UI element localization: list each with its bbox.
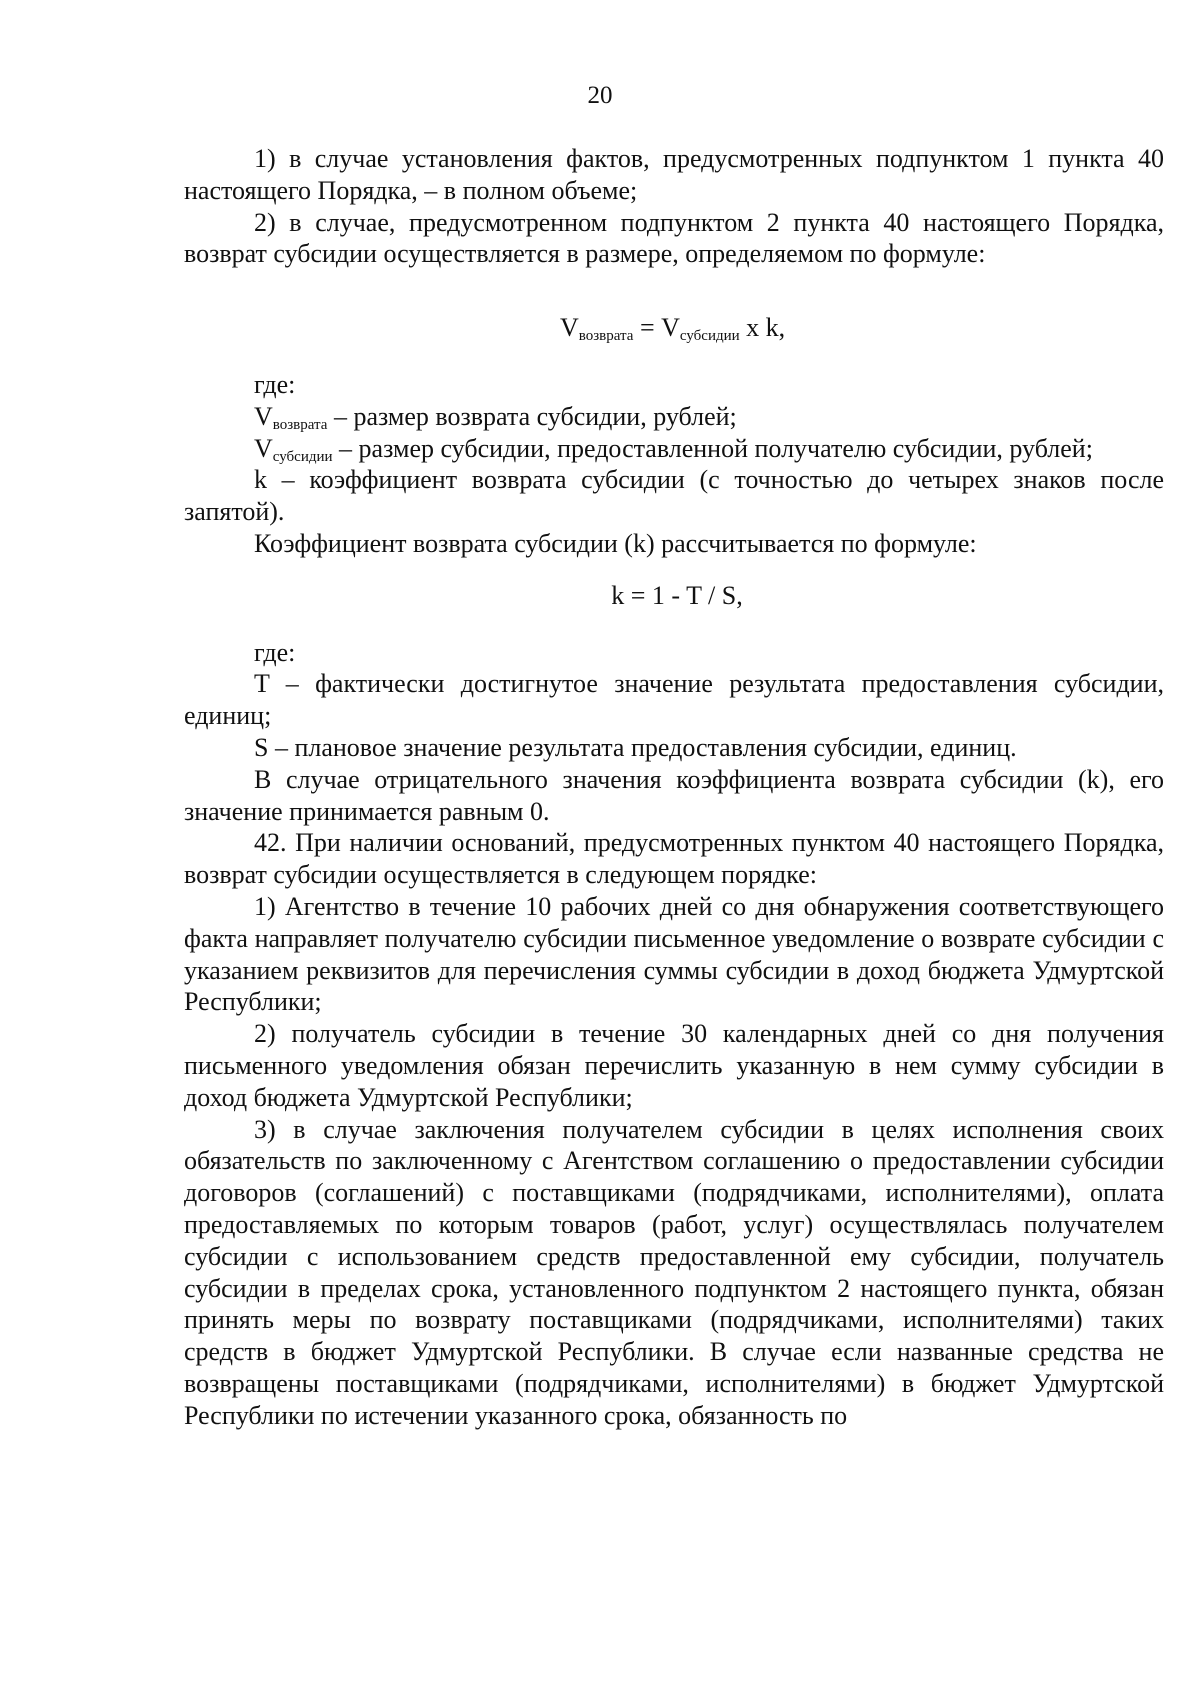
paragraph-case-2: 2) в случае, предусмотренном подпунктом 2 пункта 40 настоящего Порядка, возврат субсидии осуществляется в размере, определяемом по формуле: <box>184 207 1164 269</box>
paragraph-42-item-2: 2) получатель субсидии в течение 30 календарных дней со дня получения письменного уведомления обязан перечислить указанную в нем сумму субсидии в доход бюджета Удмуртской Республики; <box>184 1019 1164 1112</box>
page-number: 20 <box>587 82 613 109</box>
paragraph-case-1: 1) в случае установления фактов, предусмотренных подпунктом 1 пункта 40 настоящего Порядка, – в полном объеме; <box>184 144 1164 205</box>
formula-v-right: V <box>661 313 680 343</box>
document-body <box>184 143 1164 1431</box>
paragraph-42-item-1: 1) Агентство в течение 10 рабочих дней со дня обнаружения соответствующего факта направляет получателю субсидии письменное уведомление о возврате субсидии с указанием реквизитов для перечисления суммы субсидии в доход бюджета Удмуртской Республики; <box>184 891 1164 1017</box>
paragraph-42: 42. При наличии оснований, предусмотренных пунктом 40 настоящего Порядка, возврат субсидии осуществляется в следующем порядке: <box>184 828 1164 890</box>
formula-refund-volume <box>184 312 1164 344</box>
definition-v-subsidy <box>184 433 1164 465</box>
paragraph-42-item-3: 3) в случае заключения получателем субсидии в целях исполнения своих обязательств по заключенному с Агентством соглашению о предоставлении субсидии договоров (соглашений) с поставщиками (подрядчиками, исполнителями), оплата предоставляемых по которым товаров (работ, услуг) осуществлялась получателем субсидии с использованием средств предоставленной ему субсидии, получатель субсидии в пределах срока, установленного подпунктом 2 настоящего пункта, обязан принять меры по возврату поставщиками (подрядчиками, исполнителями) таких средств в бюджет Удмуртской Республики. В случае если названные средства не возвращены поставщиками (подрядчиками, исполнителями) в бюджет Удмуртской Республики по истечении указанного срока, обязанность по <box>184 1114 1164 1430</box>
formula-sub-left: возврата <box>578 328 634 345</box>
def-v-subsidy-symbol: V <box>254 433 273 463</box>
where-label-1: где: <box>254 369 296 399</box>
where-label-2: где: <box>254 637 296 667</box>
formula-coefficient: k = 1 - T / S, <box>611 580 743 610</box>
coefficient-intro: Коэффициент возврата субсидии (k) рассчитывается по формуле: <box>254 528 977 558</box>
def-v-return-sub: возврата <box>272 416 328 433</box>
def-v-return-symbol: V <box>254 401 273 431</box>
def-v-subsidy-text: – размер субсидии, предоставленной получателю субсидии, рублей; <box>332 433 1093 463</box>
definition-v-return <box>184 401 1164 433</box>
definition-k: k – коэффициент возврата субсидии (с точностью до четырех знаков после запятой). <box>184 465 1164 527</box>
formula-tail: x k, <box>739 313 786 343</box>
paragraph-negative-coefficient: В случае отрицательного значения коэффициента возврата субсидии (k), его значение принимается равным 0. <box>184 764 1164 826</box>
def-v-return-text: – размер возврата субсидии, рублей; <box>327 401 737 431</box>
formula-sub-right: субсидии <box>679 328 740 345</box>
definition-s: S – плановое значение результата предоставления субсидии, единиц. <box>254 732 1017 762</box>
def-v-subsidy-sub: субсидии <box>272 448 333 465</box>
formula-equals: = <box>633 313 662 343</box>
formula-v-left: V <box>560 313 579 343</box>
definition-t: T – фактически достигнутое значение результата предоставления субсидии, единиц; <box>184 669 1164 731</box>
